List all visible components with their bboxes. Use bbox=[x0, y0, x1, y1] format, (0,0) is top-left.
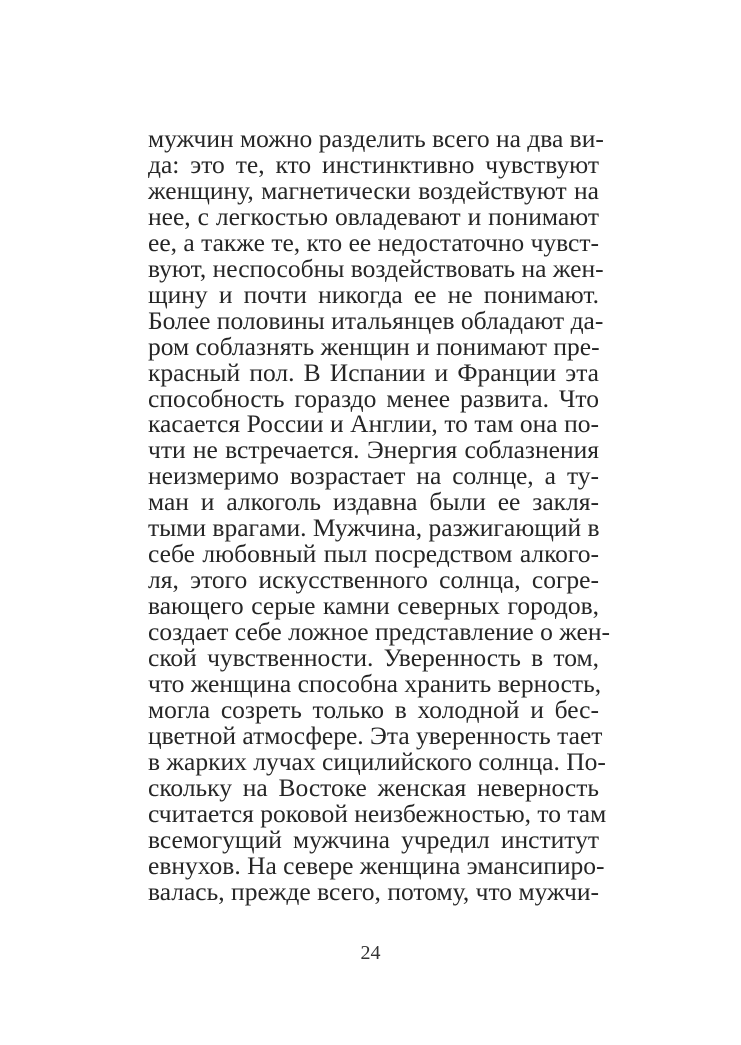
text-line: Более половины итальянцев обладают да- bbox=[148, 305, 604, 335]
text-line: ля, этого искусственного солнца, согре- bbox=[148, 565, 599, 595]
text-line: неизмеримо возрастает на солнце, а ту- bbox=[148, 461, 599, 491]
body-text bbox=[148, 124, 610, 906]
text-line: ман и алкоголь издавна были ее закля- bbox=[148, 487, 599, 517]
text-line: создает себе ложное представление о жен- bbox=[148, 617, 610, 647]
text-line: что женщина способна хранить верность, bbox=[148, 669, 602, 699]
text-line: женщину, магнетически воздействуют на bbox=[148, 175, 599, 205]
text-line: себе любовный пыл посредством алкого- bbox=[148, 539, 599, 569]
text-line: валась, прежде всего, потому, что мужчи- bbox=[148, 876, 599, 906]
text-line: цветной атмосфере. Эта уверенность тает bbox=[148, 720, 603, 750]
text-line: щину и почти никогда ее не понимают. bbox=[148, 279, 599, 309]
text-line: вающего серые камни северных городов, bbox=[148, 591, 599, 621]
text-line: да: это те, кто инстинктивно чувствуют bbox=[148, 149, 599, 179]
page-number: 24 bbox=[360, 942, 381, 964]
text-line: мужчин можно разделить всего на два ви- bbox=[148, 124, 604, 153]
text-line: евнухов. На севере женщина эмансипиро- bbox=[148, 850, 605, 880]
text-line: считается роковой неизбежностью, то там bbox=[148, 798, 607, 828]
text-line: ее, а также те, кто ее недостаточно чувст- bbox=[148, 227, 599, 257]
text-line: в жарких лучах сицилийского солнца. По- bbox=[148, 746, 606, 776]
text-line: вуют, неспособны воздействовать на жен- bbox=[148, 253, 604, 283]
text-line: касается России и Англии, то там она по- bbox=[148, 409, 599, 439]
text-line: чти не встречается. Энергия соблазнения bbox=[148, 435, 599, 465]
text-line: скольку на Востоке женская неверность bbox=[148, 772, 599, 802]
text-line: всемогущий мужчина учредил институт bbox=[148, 824, 599, 854]
text-line: ром соблазнять женщин и понимают пре- bbox=[148, 331, 600, 361]
text-line: тыми врагами. Мужчина, разжигающий в bbox=[148, 513, 600, 543]
text-line: ской чувственности. Уверенность в том, bbox=[148, 643, 599, 673]
text-line: нее, с легкостью овладевают и понимают bbox=[148, 201, 599, 231]
text-line: могла созреть только в холодной и бес- bbox=[148, 694, 599, 724]
text-line: красный пол. В Испании и Франции эта bbox=[148, 357, 599, 387]
text-line: способность гораздо менее развита. Что bbox=[148, 383, 599, 413]
